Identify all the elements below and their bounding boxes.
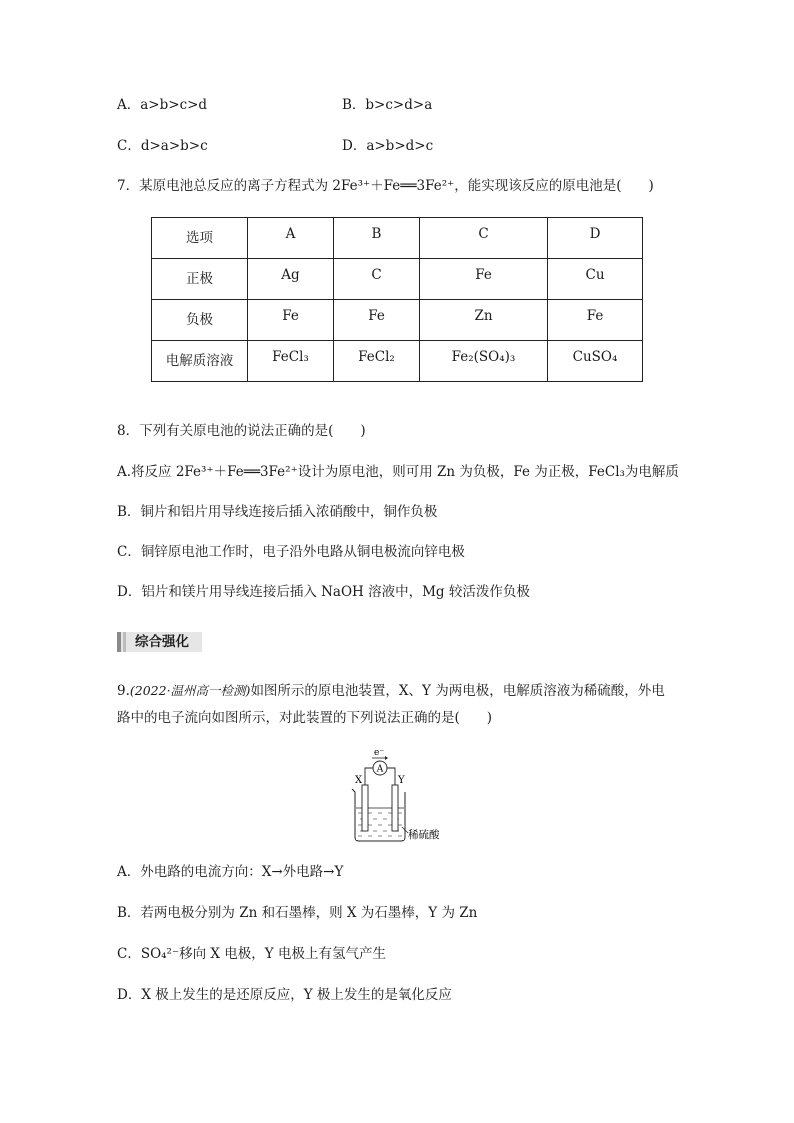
electrode-x: [362, 785, 368, 831]
table-cell: Cu: [548, 259, 643, 300]
electrode-x-label: X: [355, 775, 363, 786]
table-header-cell: 选项: [152, 218, 248, 259]
table-cell: 电解质溶液: [152, 341, 248, 382]
table-cell: Fe: [420, 259, 548, 300]
electrode-y: [392, 785, 398, 831]
q9-number: 9.: [117, 683, 130, 699]
q7-table: [151, 217, 643, 382]
table-cell: 正极: [152, 259, 248, 300]
q9-stem-text: 如图所示的原电池装置，X、Y 为两电极，电解质溶液为稀硫酸，外电: [250, 683, 665, 699]
table-cell: Fe: [334, 300, 420, 341]
electron-label: e⁻: [374, 748, 385, 758]
table-header-row: [152, 218, 643, 259]
table-cell: Zn: [420, 300, 548, 341]
table-header-cell: D: [548, 218, 643, 259]
q9-stem-line1: [117, 682, 665, 700]
ammeter-label: A: [376, 764, 384, 775]
q6-option-b: B．b>c>d>a: [342, 97, 433, 113]
galvanic-cell-figure: [345, 745, 455, 845]
q6-option-d: D．a>b>d>c: [342, 138, 434, 154]
electrode-y-label: Y: [398, 775, 405, 786]
table-cell: FeCl₃: [248, 341, 334, 382]
table-header-cell: C: [420, 218, 548, 259]
table-cell: 负极: [152, 300, 248, 341]
q8-option-a: A.将反应 2Fe³⁺＋Fe══3Fe²⁺设计为原电池，则可用 Zn 为负极，Fe 为正极，FeCl₃为电解质: [117, 464, 679, 480]
q9-stem-line2: 路中的电子流向如图所示，对此装置的下列说法正确的是( ): [117, 710, 493, 726]
q8-option-d: D．铝片和镁片用导线连接后插入 NaOH 溶液中，Mg 较活泼作负极: [117, 584, 530, 600]
q8-option-c: C．铜锌原电池工作时，电子沿外电路从铜电极流向锌电极: [117, 544, 465, 560]
table-header-cell: A: [248, 218, 334, 259]
solution-label: 稀硫酸: [408, 829, 440, 841]
table-cell: Fe: [248, 300, 334, 341]
table-cell: Fe₂(SO₄)₃: [420, 341, 548, 382]
table-cell: Fe: [548, 300, 643, 341]
table-cell: Ag: [248, 259, 334, 300]
q6-option-a: A．a>b>c>d: [117, 97, 208, 113]
table-cell: C: [334, 259, 420, 300]
q9-option-b: B．若两电极分别为 Zn 和石墨棒，则 X 为石墨棒，Y 为 Zn: [117, 905, 478, 921]
section-title: 综合强化: [117, 632, 202, 652]
table-cell: FeCl₂: [334, 341, 420, 382]
q9-source: (2022·温州高一检测): [129, 683, 251, 698]
table-cell: CuSO₄: [548, 341, 643, 382]
table-row: [152, 341, 643, 382]
q9-option-a: A．外电路的电流方向：X→外电路→Y: [117, 864, 344, 880]
q9-option-d: D．X 极上发生的是还原反应，Y 极上发生的是氧化反应: [117, 987, 452, 1003]
q8-option-b: B．铜片和铝片用导线连接后插入浓硝酸中，铜作负极: [117, 504, 438, 520]
q6-option-c: C．d>a>b>c: [117, 138, 208, 154]
q8-stem: 8．下列有关原电池的说法正确的是( ): [117, 423, 366, 439]
q9-option-c: C．SO₄²⁻移向 X 电极，Y 电极上有氢气产生: [117, 946, 386, 962]
q7-stem: 7．某原电池总反应的离子方程式为 2Fe³⁺＋Fe══3Fe²⁺，能实现该反应的原电池是( ): [117, 178, 654, 194]
table-row: [152, 300, 643, 341]
table-header-cell: B: [334, 218, 420, 259]
electron-arrow-head: [385, 756, 388, 760]
table-row: [152, 259, 643, 300]
